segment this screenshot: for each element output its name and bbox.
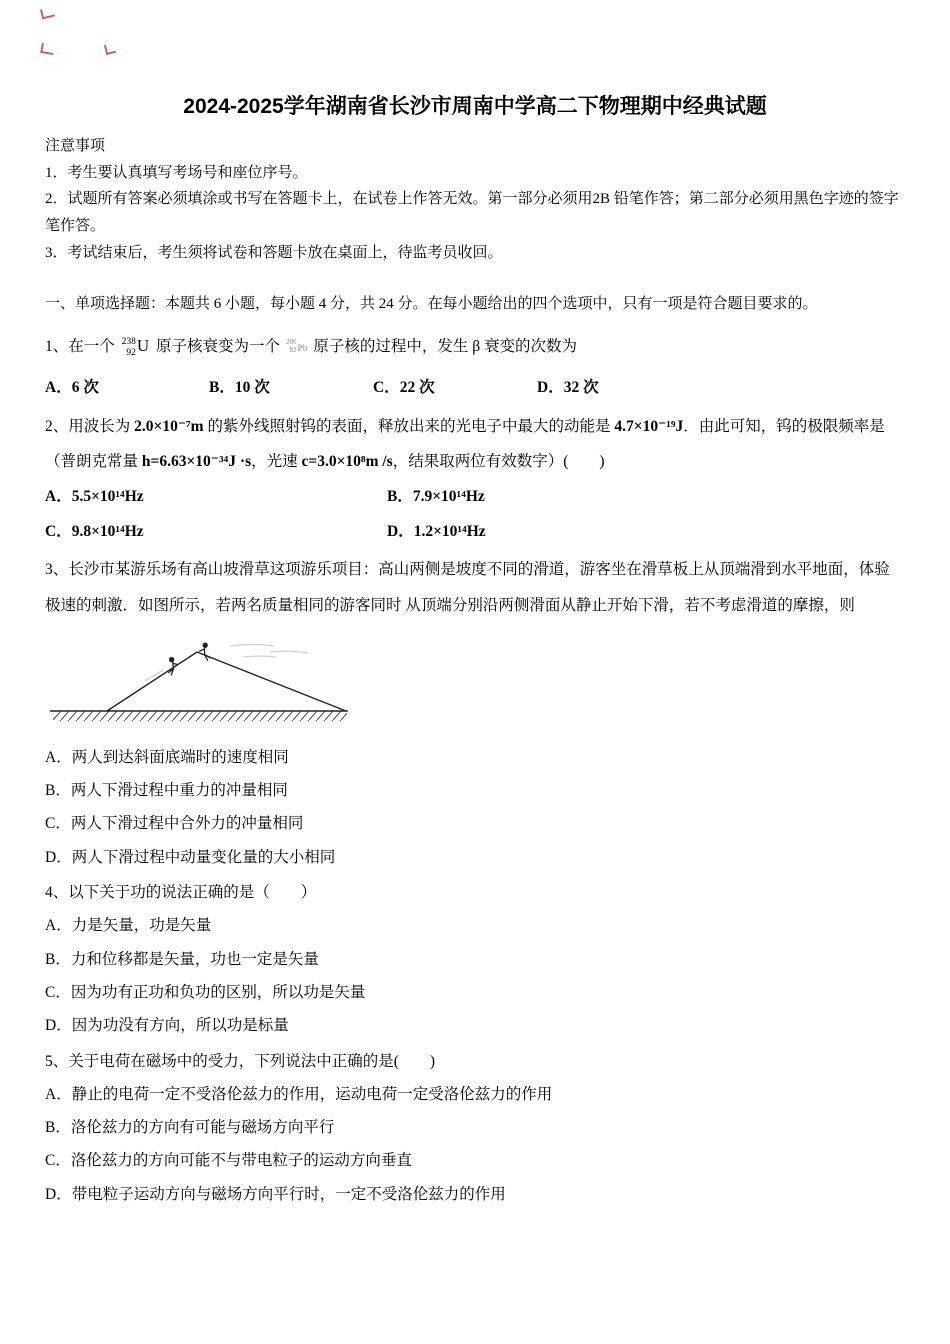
question-2-stem xyxy=(45,409,905,480)
nuclide-uranium-numbers xyxy=(122,337,136,358)
question-5-stem: 5、关于电荷在磁场中的受力，下列说法中正确的是( ) xyxy=(45,1052,436,1070)
option-d: D．1.2×10¹⁴Hz xyxy=(387,522,486,540)
option-d: D．32 次 xyxy=(537,379,599,397)
option-d: D．两人下滑过程中动量变化量的大小相同 xyxy=(45,848,336,866)
notice-item-2: 2．试题所有答案必须填涂或书写在答题卡上，在试卷上作答无效。第一部分必须用2B 铅笔作答；第二部分必须用黑色字迹的签字笔作答。 xyxy=(45,191,899,235)
atomic-number: 92 xyxy=(126,347,136,358)
section-1-heading: 一、单项选择题：本题共 6 小题，每小题 4 分，共 24 分。在每小题给出的四个选项中，只有一项是符合题目要求的。 xyxy=(45,296,818,313)
option-a: A．力是矢量，功是矢量 xyxy=(45,917,212,935)
question-5-options xyxy=(45,1078,905,1211)
scan-artifact xyxy=(40,7,55,20)
question-1-stem xyxy=(45,327,905,364)
notice-item-3: 3．考试结束后，考生须将试卷和答题卡放在桌面上，待监考员收回。 xyxy=(45,244,503,261)
question-4-options xyxy=(45,909,905,1042)
question-3-figure xyxy=(45,639,353,725)
option-b: B．7.9×10¹⁴Hz xyxy=(387,488,485,506)
formula-text: 2.0×10⁻⁷m xyxy=(134,417,204,435)
option-c: C．两人下滑过程中合外力的冲量相同 xyxy=(45,815,304,833)
option-b: B．洛伦兹力的方向有可能与磁场方向平行 xyxy=(45,1119,335,1137)
nuclide-lead xyxy=(286,330,308,364)
question-1-options xyxy=(45,372,905,405)
option-b: B．10 次 xyxy=(209,379,270,397)
question-4-stem: 4、以下关于功的说法正确的是（ ） xyxy=(45,883,317,901)
stem-text: ．由此可知，钨的极限频率是（普朗克常量 xyxy=(45,417,885,471)
q1-text-pre: 1、在一个 xyxy=(45,337,115,355)
slope-figure-svg xyxy=(45,639,353,725)
notice-item-1: 1．考生要认真填写考场号和座位序号。 xyxy=(45,164,308,181)
q1-text-mid: 原子核衰变为一个 xyxy=(156,337,281,355)
scan-artifact xyxy=(104,43,116,55)
option-c: C．22 次 xyxy=(373,379,435,397)
page-title: 2024-2025学年湖南省长沙市周南中学高二下物理期中经典试题 xyxy=(183,95,767,118)
option-d: D．因为功没有方向，所以功是标量 xyxy=(45,1017,289,1035)
scan-artifact xyxy=(40,43,55,55)
notice-section xyxy=(45,133,905,266)
option-b: B．力和位移都是矢量，功也一定是矢量 xyxy=(45,950,319,968)
option-b: B．两人下滑过程中重力的冲量相同 xyxy=(45,782,288,800)
q1-text-post: 原子核的过程中，发生 β 衰变的次数为 xyxy=(313,337,577,355)
element-symbol: Pb xyxy=(297,343,308,354)
option-d: D．带电粒子运动方向与磁场方向平行时，一定不受洛伦兹力的作用 xyxy=(45,1185,506,1203)
mountain-outline xyxy=(107,652,346,711)
stem-text: ，结果取两位有效数字）( ) xyxy=(392,453,605,471)
notice-heading: 注意事项 xyxy=(45,138,106,155)
ground-hatching xyxy=(53,711,347,721)
atomic-number: 82 xyxy=(289,345,297,354)
question-3-options xyxy=(45,741,905,874)
formula-text: c=3.0×10⁸m /s xyxy=(301,453,393,471)
option-c: C．因为功有正功和负功的区别，所以功是矢量 xyxy=(45,983,366,1001)
formula-text: h=6.63×10⁻³⁴J ·s xyxy=(141,453,252,471)
question-2-options xyxy=(45,480,905,550)
formula-text: 4.7×10⁻¹⁹J xyxy=(614,417,684,435)
stem-text: ，光速 xyxy=(251,453,302,471)
option-c: C．9.8×10¹⁴Hz xyxy=(45,522,144,540)
mass-number: 238 xyxy=(121,337,136,348)
nuclide-uranium xyxy=(122,327,150,364)
stem-text: 2、用波长为 xyxy=(45,417,135,435)
question-3-stem: 3、长沙市某游乐场有高山坡滑草这项游乐项目：高山两侧是坡度不同的滑道，游客坐在滑草板上从顶端滑到水平地面，体验极速的刺激．如图所示，若两名质量相同的游客同时 从顶端分别沿两侧滑面从静止开始下滑，若不考虑滑道的摩擦，则 xyxy=(45,560,890,615)
mass-number: 206 xyxy=(285,338,297,347)
stem-text: 的紫外线照射钨的表面，释放出来的光电子中最大的动能是 xyxy=(203,417,615,435)
option-a: A．静止的电荷一定不受洛伦兹力的作用，运动电荷一定受洛伦兹力的作用 xyxy=(45,1085,553,1103)
option-a: A．两人到达斜面底端时的速度相同 xyxy=(45,748,289,766)
element-symbol: U xyxy=(136,335,150,355)
nuclide-lead-numbers xyxy=(286,339,297,354)
option-c: C．洛伦兹力的方向可能不与带电粒子的运动方向垂直 xyxy=(45,1152,412,1170)
option-a: A．6 次 xyxy=(45,379,99,397)
scan-noise xyxy=(145,644,308,681)
option-a: A．5.5×10¹⁴Hz xyxy=(45,488,144,506)
